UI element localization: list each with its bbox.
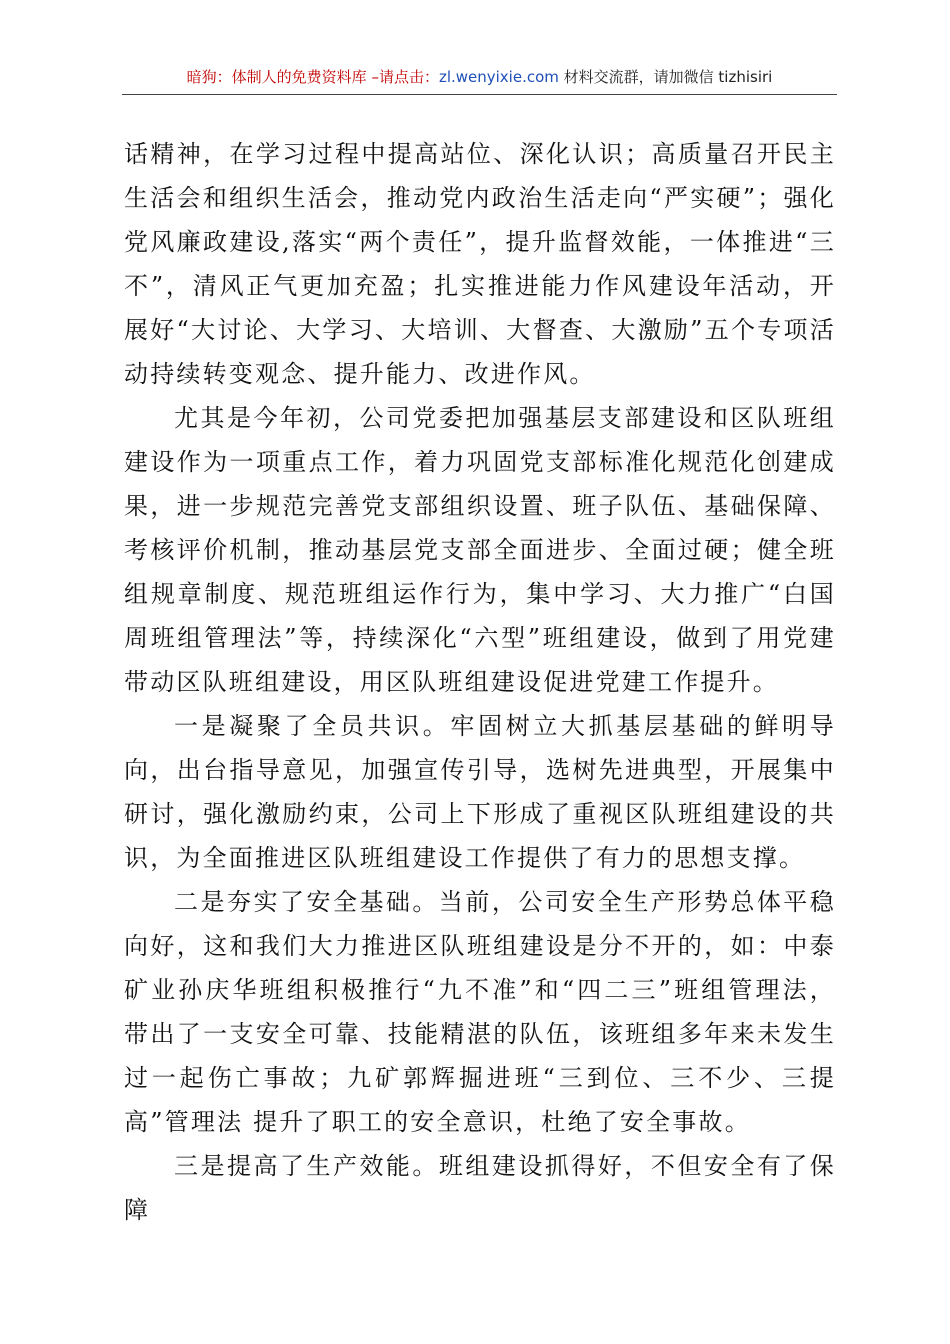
paragraph-safety: 二是夯实了安全基础。当前，公司安全生产形势总体平稳向好，这和我们大力推进区队班组建设是分不开的，如：中泰矿业孙庆华班组积极推行“九不准”和“四二三”班组管理法，带出了一支安全可靠、技能精湛的队伍，该班组多年来未发生过一起伤亡事故；九矿郭辉掘进班“三到位、三不少、三提高”管理法 提升了职工的安全意识，杜绝了安全事故。 bbox=[124, 888, 836, 1136]
document-body bbox=[124, 132, 836, 1232]
paragraph-efficiency: 三是提高了生产效能。班组建设抓得好，不但安全有了保障 bbox=[124, 1152, 836, 1224]
paragraph-party-building: 尤其是今年初，公司党委把加强基层支部建设和区队班组建设作为一项重点工作，着力巩固党支部标准化规范化创建成果，进一步规范完善党支部组织设置、班子队伍、基础保障、考核评价机制，推动基层党支部全面进步、全面过硬；健全班组规章制度、规范班组运作行为，集中学习、大力推广“白国周班组管理法”等，持续深化“六型”班组建设，做到了用党建带动区队班组建设，用区队班组建设促进党建工作提升。 bbox=[124, 404, 836, 696]
paragraph-continuation: 话精神，在学习过程中提高站位、深化认识；高质量召开民主生活会和组织生活会，推动党内政治生活走向“严实硬”；强化党风廉政建设,落实“两个责任”，提升监督效能，一体推进“三不”，清风正气更加充盈；扎实推进能力作风建设年活动，开展好“大讨论、大学习、大培训、大督查、大激励”五个专项活动持续转变观念、提升能力、改进作风。 bbox=[124, 140, 836, 388]
page-header bbox=[122, 64, 837, 95]
paragraph-consensus: 一是凝聚了全员共识。牢固树立大抓基层基础的鲜明导向，出台指导意见，加强宣传引导，选树先进典型，开展集中研讨，强化激励约束，公司上下形成了重视区队班组建设的共识，为全面推进区队班组建设工作提供了有力的思想支撑。 bbox=[124, 712, 836, 872]
header-click-prompt: –请点击： bbox=[366, 68, 439, 86]
header-url-link[interactable]: zl.wenyixie.com bbox=[438, 68, 559, 86]
header-contact-text: 材料交流群，请加微信 tizhisiri bbox=[558, 68, 773, 86]
header-site-name: 暗狗：体制人的免费资料库 bbox=[186, 68, 367, 86]
